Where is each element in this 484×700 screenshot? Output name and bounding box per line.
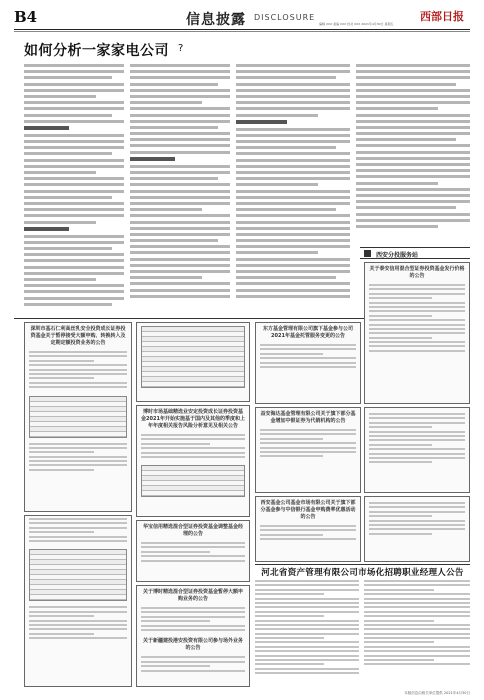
notice-top-rule [255, 564, 470, 565]
section-code: B4 [14, 8, 38, 26]
newspaper-logo: 西部日报 [420, 10, 464, 23]
notice-table [141, 326, 245, 388]
notice-box [136, 520, 250, 582]
article-column-1 [24, 64, 124, 314]
notice-title: 华宝信用精选混合型证券投资基金调整基金经理的公告 [142, 524, 243, 537]
article-column-3 [236, 64, 350, 314]
recruitment-column-1 [255, 580, 359, 684]
page-footer: 本版信息由相关单位提供 2021年4月30日 [404, 691, 470, 695]
notice-box [136, 405, 250, 517]
notice-title: 关于博时精选混合型证券投资基金暂停大额申购业务的公告 [142, 589, 243, 602]
header-rule-thin [14, 31, 470, 32]
page-header [14, 8, 470, 28]
article-headline: 如何分析一家家电公司 [24, 43, 169, 59]
section-name-english: DISCLOSURE [254, 13, 316, 22]
article-column-4 [356, 64, 470, 242]
notice-box [136, 322, 250, 402]
notice-title: 益安海达基金管理有限公司关于旗下部分基金增加中银证券为代销机构的公告 [260, 411, 356, 424]
section-name: 信息披露 [186, 12, 246, 28]
notice-table [29, 549, 127, 601]
headline-question-mark: ? [178, 43, 184, 54]
header-meta: 编辑 XXX 美编 XXX 校对 XXX 2021年4月30日 星期五 [319, 22, 394, 26]
notice-box [24, 322, 132, 512]
brand-icon [364, 250, 371, 257]
notice-box [364, 407, 470, 493]
notice-title: 关于新疆建投港安投资有限公司参与场外业务的公告 [142, 638, 243, 652]
notice-title: 东方基金管理有限公司旗下基金参与公司2021年基金托管服务变更的公告 [262, 326, 353, 339]
notice-box [255, 496, 361, 562]
notice-box [255, 322, 361, 404]
notice-table [29, 396, 127, 438]
notice-box [364, 496, 470, 562]
header-rule [14, 29, 470, 30]
brand-banner-text: 西安分投服务站 [376, 252, 419, 259]
notice-title: 深圳市基石仁利高丝乳安全投资成长证券投资基金关于暂停接受大额申购、转换转入及定期定额投资业务的公告 [30, 326, 126, 346]
notice-box [364, 262, 470, 404]
recruitment-notice-title: 河北省资产管理有限公司市场化招聘职业经理人公告 [261, 568, 464, 578]
article-column-2 [130, 64, 230, 314]
notice-box [255, 407, 361, 493]
notice-title: 西安基金公司基金市场有限公司关于旗下部分基金参与中信银行基金申购费率优惠活动的公告 [260, 500, 356, 520]
notice-title: 关于泰安信用混合型证券投资基金发行价格的公告 [369, 266, 465, 279]
notice-box [24, 515, 132, 687]
brand-banner [360, 247, 470, 259]
recruitment-column-2 [364, 580, 470, 684]
notice-title: 博时市场基础精选业安定投资成长证券投资基金2021年开始实施基于国内及其他的季度和上年年度相关报告风险分析意见及相关公告 [141, 409, 245, 429]
notice-box [136, 585, 250, 687]
notice-table [141, 465, 245, 497]
